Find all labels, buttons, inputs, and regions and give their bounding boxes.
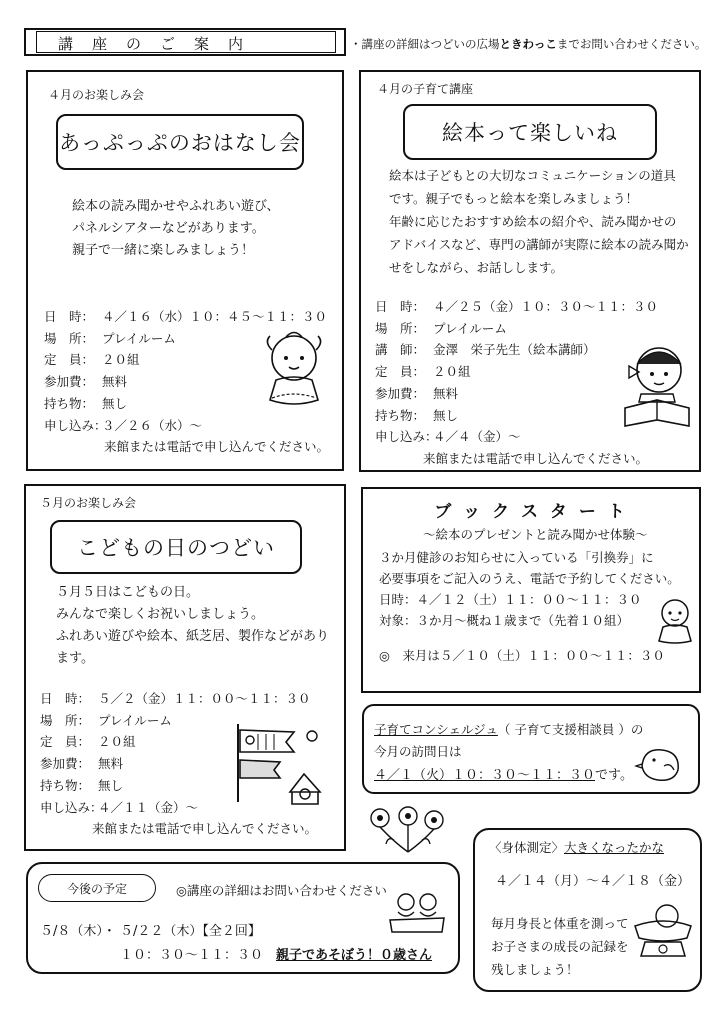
- detail-label: 日 時：: [44, 309, 95, 324]
- header-bar: [24, 28, 346, 56]
- desc-line: パネルシアターなどがあります。: [72, 221, 265, 236]
- bookstart-next: ◎ 来月は５／１０（土）１１：００～１１：３０: [379, 648, 665, 663]
- bookstart-line: 必要事項をご記入のうえ、電話で予約してください。: [379, 571, 680, 586]
- april-event-title: あっぷっぷのおはなし会: [56, 114, 304, 170]
- reading-child-illustration: [619, 342, 695, 434]
- detail-value: プレイルーム: [98, 712, 172, 728]
- desc-line: 年齢に応じたおすすめ絵本の紹介や、読み聞かせの: [389, 214, 677, 229]
- flower-decoration-illustration: [364, 804, 450, 856]
- desc-line: ふれあい遊びや絵本、紙芝居、製作などがあり: [56, 629, 330, 644]
- desc-line: アドバイスなど、専門の講師が実際に絵本の読み聞か: [389, 237, 689, 252]
- detail-label: 講 師：: [375, 342, 426, 358]
- header-note-suffix: までお問い合わせください。: [556, 37, 707, 51]
- baby-scale-illustration: [631, 902, 695, 958]
- baby-illustration: [256, 328, 336, 410]
- desc-line: 絵本は子どもとの大切なコミュニケーションの道具: [389, 168, 676, 183]
- april-course-details: [375, 296, 658, 470]
- kids-illustration: [386, 890, 448, 934]
- page-title: 講 座 の ご 案 内: [58, 35, 246, 53]
- concierge-date: ４／１（火）１０：３０～１１：３０: [374, 768, 596, 783]
- detail-value: 金澤 栄子先生（絵本講師）: [433, 342, 596, 358]
- upcoming-dates: ５/８（木）・ ５/２２（木）【全２回】: [40, 924, 261, 939]
- bookstart-date: 日時：４／１２（土）１１：００～１１：３０: [379, 592, 642, 607]
- concierge-role: （ 子育て支援相談員 ）の: [497, 722, 644, 737]
- april-course-caption: ４月の子育て講座: [377, 82, 474, 96]
- detail-label: 持ち物：: [40, 777, 91, 793]
- concierge-panel: [362, 704, 700, 794]
- detail-label: 定 員：: [40, 734, 91, 750]
- concierge-suffix: です。: [595, 768, 633, 783]
- detail-value: ４／２５（金）１０：３０～１１：３０: [433, 299, 659, 314]
- body-check-description: [491, 912, 629, 981]
- concierge-line3: [374, 764, 633, 783]
- desc-line: 絵本の読み聞かせやふれあい遊び、: [72, 199, 280, 214]
- bookstart-title: ブ ッ ク ス タ ー ト: [434, 502, 628, 522]
- detail-label: 場 所：: [44, 330, 95, 346]
- detail-label: 参加費：: [40, 756, 91, 772]
- carp-streamer-illustration: [232, 722, 324, 806]
- bookstart-target: 対象：３か月～概ね１歳まで（先着１０組）: [379, 613, 630, 628]
- bookstart-subtitle: ～絵本のプレゼントと読み聞かせ体験～: [423, 527, 648, 542]
- desc-line: 親子で一緒に楽しみましょう！: [72, 243, 255, 258]
- may-event-caption: ５月のお楽しみ会: [40, 496, 137, 510]
- may-event-panel: [24, 484, 346, 851]
- baby-crawling-illustration: [653, 597, 697, 645]
- detail-value: 無料: [102, 374, 128, 390]
- body-check-header: [489, 838, 664, 856]
- detail-value: プレイルーム: [102, 330, 176, 346]
- bookstart-panel: [361, 487, 701, 693]
- detail-value: 無し: [98, 777, 124, 793]
- body-check-dates: ４／１４（月）～４／１８（金）: [495, 874, 691, 889]
- detail-value: ５／２（金）１１：００～１１：３０: [98, 691, 311, 706]
- apply-note: 来館または電話で申し込んでください。: [104, 439, 330, 455]
- upcoming-note: ◎講座の詳細はお問い合わせください: [176, 883, 387, 898]
- may-event-title: こどもの日のつどい: [50, 520, 302, 574]
- detail-label: 参加費：: [375, 385, 426, 401]
- desc-line: ５月５日はこどもの日。: [56, 585, 200, 600]
- desc-line: ます。: [56, 651, 94, 666]
- upcoming-schedule: [120, 944, 432, 963]
- detail-label: 日 時：: [375, 299, 426, 314]
- desc-line: 残しましょう！: [491, 962, 579, 977]
- detail-value: ２０組: [433, 364, 471, 380]
- concierge-line1: [374, 720, 643, 738]
- body-check-panel: [473, 828, 702, 992]
- april-event-description: [72, 196, 279, 262]
- detail-value: ２０組: [102, 352, 140, 368]
- body-check-title: 大きくなったかな: [564, 840, 665, 855]
- april-event-caption: ４月のお楽しみ会: [48, 88, 145, 102]
- detail-label: 申し込み：: [44, 417, 107, 433]
- upcoming-time: １０：３０～１１：３０: [120, 948, 264, 963]
- april-course-title: 絵本って楽しいね: [403, 104, 657, 160]
- apply-note: 来館または電話で申し込んでください。: [92, 821, 318, 837]
- desc-line: みんなで楽しくお祝いしましょう。: [56, 607, 265, 622]
- detail-label: 場 所：: [375, 320, 426, 336]
- may-event-description: [56, 582, 329, 670]
- detail-label: 申し込み：: [375, 429, 438, 445]
- detail-value: 無料: [433, 385, 459, 401]
- detail-value: ４／４（金）～: [433, 429, 521, 445]
- detail-value: ２０組: [98, 734, 136, 750]
- april-course-description: [389, 164, 689, 279]
- april-event-panel: [26, 70, 344, 471]
- header-note-place: ときわっこ: [499, 37, 557, 51]
- desc-line: お子さまの成長の記録を: [491, 939, 629, 954]
- detail-value: ４／１１（金）～: [98, 799, 199, 815]
- detail-value: 無し: [433, 407, 459, 423]
- body-check-label: 〈身体測定〉: [489, 840, 565, 855]
- detail-label: 定 員：: [375, 364, 426, 380]
- detail-label: 持ち物：: [44, 395, 95, 411]
- detail-value: 無し: [102, 395, 128, 411]
- detail-value: ４／１６（水）１０：４５～１１：３０: [102, 309, 328, 324]
- detail-label: 持ち物：: [375, 407, 426, 423]
- concierge-line2: 今月の訪問日は: [374, 744, 462, 759]
- detail-value: 無料: [98, 756, 124, 772]
- detail-label: 申し込み：: [40, 799, 103, 815]
- desc-line: せをしながら、お話しします。: [389, 260, 564, 275]
- april-course-panel: [359, 70, 701, 472]
- detail-label: 参加費：: [44, 374, 95, 390]
- concierge-name: 子育てコンシェルジュ: [374, 722, 498, 737]
- detail-label: 日 時：: [40, 691, 91, 706]
- header-note-prefix: ・講座の詳細はつどいの広場: [350, 37, 500, 51]
- upcoming-tag: 今後の予定: [38, 874, 156, 902]
- upcoming-panel: [26, 862, 460, 974]
- header-note: [350, 36, 706, 52]
- desc-line: です。親子でもっと絵本を楽しみましょう！: [389, 191, 639, 206]
- detail-value: ３／２６（水）～: [102, 417, 203, 433]
- detail-label: 場 所：: [40, 712, 91, 728]
- upcoming-course: 親子であそぼう！０歳さん: [276, 948, 433, 963]
- desc-line: 毎月身長と体重を測って: [491, 916, 629, 931]
- detail-value: プレイルーム: [433, 320, 507, 336]
- detail-label: 定 員：: [44, 352, 95, 368]
- bookstart-text: [379, 547, 680, 666]
- bookstart-line: ３か月健診のお知らせに入っている「引換券」に: [379, 550, 654, 565]
- chick-illustration: [636, 744, 686, 784]
- apply-note: 来館または電話で申し込んでください。: [423, 450, 649, 466]
